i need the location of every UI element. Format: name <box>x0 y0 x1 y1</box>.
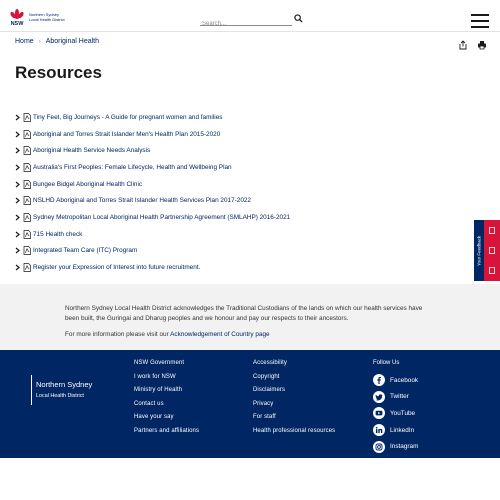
resource-link[interactable]: 715 Health check <box>33 230 83 238</box>
social-link[interactable]: LinkedIn <box>390 426 415 434</box>
breadcrumb <box>15 38 99 45</box>
facebook-icon[interactable] <box>373 374 385 386</box>
resource-item <box>14 259 344 276</box>
search-icon[interactable] <box>294 14 303 23</box>
feedback-neutral-icon[interactable] <box>489 247 495 254</box>
pdf-file-icon <box>23 113 31 122</box>
resource-item <box>14 209 344 226</box>
twitter-icon[interactable] <box>373 391 385 403</box>
chevron-right-icon[interactable] <box>14 147 21 154</box>
breadcrumb-separator-icon: › <box>38 38 41 45</box>
social-item <box>373 422 418 439</box>
pdf-file-icon <box>23 213 31 222</box>
pdf-file-icon <box>23 163 31 172</box>
resource-link[interactable]: Sydney Metropolitan Local Aboriginal Health Partnership Agreement (SMLAHP) 2016-2021 <box>33 213 291 221</box>
hamburger-menu-icon[interactable] <box>471 14 489 28</box>
footer-links-column-2 <box>253 360 335 442</box>
pdf-file-icon <box>23 146 31 155</box>
youtube-icon[interactable] <box>373 407 385 419</box>
logo-line-2: Local Health District <box>29 17 65 22</box>
chevron-right-icon[interactable] <box>14 247 21 254</box>
footer-brand-line-1: Northern Sydney <box>36 380 93 389</box>
resource-link[interactable]: Register your Expression of Interest into future recruitment. <box>33 264 201 272</box>
breadcrumb-home-link[interactable]: Home <box>15 38 34 45</box>
feedback-happy-icon[interactable] <box>489 227 495 234</box>
chevron-right-icon[interactable] <box>14 264 21 271</box>
footer-link[interactable]: Contact us <box>134 400 164 407</box>
pdf-file-icon <box>23 196 31 205</box>
feedback-label[interactable]: Your Feedback <box>474 220 484 281</box>
chevron-right-icon[interactable] <box>14 131 21 138</box>
footer-link[interactable]: Partners and affiliations <box>134 427 200 434</box>
resource-link[interactable]: Integrated Team Care (ITC) Program <box>33 247 138 255</box>
footer-link[interactable]: Ministry of Health <box>134 387 183 394</box>
pdf-file-icon <box>23 246 31 255</box>
footer-link[interactable]: Health professional resources <box>253 427 336 434</box>
chevron-right-icon[interactable] <box>14 214 21 221</box>
linkedin-icon[interactable] <box>373 424 385 436</box>
svg-text:NSW: NSW <box>10 21 24 26</box>
feedback-tab[interactable] <box>474 220 500 281</box>
resource-item <box>14 159 344 176</box>
feedback-buttons <box>484 220 500 281</box>
resource-item <box>14 142 344 159</box>
pdf-file-icon <box>23 130 31 139</box>
social-link[interactable]: Instagram <box>390 443 419 451</box>
resource-item <box>14 126 344 143</box>
feedback-sad-icon[interactable] <box>489 267 495 274</box>
follow-us-title: Follow Us <box>373 360 400 366</box>
pdf-file-icon <box>23 180 31 189</box>
chevron-right-icon[interactable] <box>14 181 21 188</box>
footer-link[interactable]: Copyright <box>253 373 280 380</box>
resource-list <box>14 109 344 276</box>
resource-item <box>14 192 344 209</box>
acknowledgement-more-prefix: For more information please visit our <box>65 331 171 338</box>
resource-item <box>14 226 344 243</box>
social-links <box>373 372 418 455</box>
pdf-file-icon <box>23 263 31 272</box>
search-box <box>200 12 292 26</box>
footer-follow-us <box>373 360 418 455</box>
breadcrumb-current-link[interactable]: Aboriginal Health <box>45 38 99 45</box>
chevron-right-icon[interactable] <box>14 164 21 171</box>
resource-link[interactable]: Bungee Bidgel Aboriginal Health Clinic <box>33 180 143 188</box>
resource-link[interactable]: Australia's First Peoples: Female Lifecycle, Health and Wellbeing Plan <box>33 163 232 171</box>
resource-link[interactable]: Tiny Feet, Big Journeys - A Guide for pregnant women and families <box>33 113 223 121</box>
instagram-icon[interactable] <box>373 441 385 453</box>
footer-brand-line-2: Local Health District <box>36 393 84 399</box>
footer-link[interactable]: Disclaimers <box>253 387 286 394</box>
footer-link[interactable]: Privacy <box>253 400 274 407</box>
resource-link[interactable]: NSLHD Aboriginal and Torres Strait Islander Health Services Plan 2017-2022 <box>33 197 251 205</box>
resource-item <box>14 243 344 260</box>
social-item <box>373 438 418 455</box>
acknowledgement-link[interactable]: Acknowledgement of Country page <box>170 331 270 338</box>
social-link[interactable]: Facebook <box>390 376 419 384</box>
resource-link[interactable]: Aboriginal Health Service Needs Analysis <box>33 147 151 155</box>
chevron-right-icon[interactable] <box>14 231 21 238</box>
acknowledgement-section <box>0 284 500 350</box>
logo-line-1: Northern Sydney <box>29 12 60 17</box>
social-item <box>373 405 418 422</box>
page-title: Resources <box>15 63 102 82</box>
search-input[interactable] <box>200 18 292 31</box>
footer-links-column-1 <box>134 360 199 442</box>
acknowledgement-more <box>65 331 270 338</box>
print-icon[interactable] <box>477 40 487 50</box>
footer-link[interactable]: Accessibility <box>253 360 287 366</box>
site-footer <box>0 350 500 458</box>
social-item <box>373 389 418 406</box>
social-item <box>373 372 418 389</box>
resource-link[interactable]: Aboriginal and Torres Strait Islander Men's Health Plan 2015-2020 <box>33 130 221 138</box>
site-header <box>0 0 500 32</box>
acknowledgement-text: Northern Sydney Local Health District acknowledges the Traditional Custodians of the lands on which our health services have been built, the Guringai and Dharug peoples and we honour and pay our respects to their ancestors. <box>65 305 423 322</box>
resource-item <box>14 176 344 193</box>
footer-brand <box>31 375 92 405</box>
chevron-right-icon[interactable] <box>14 197 21 204</box>
pdf-file-icon <box>23 230 31 239</box>
social-link[interactable]: YouTube <box>390 409 416 417</box>
social-link[interactable]: Twitter <box>390 393 409 401</box>
nsw-logo[interactable] <box>8 8 68 26</box>
chevron-right-icon[interactable] <box>14 114 21 121</box>
footer-link[interactable]: For staff <box>253 414 276 421</box>
footer-link[interactable]: Have your say <box>134 414 174 421</box>
waratah-logo-icon <box>8 8 26 26</box>
footer-link[interactable]: NSW Government <box>134 360 185 366</box>
share-icon[interactable] <box>458 40 468 50</box>
resource-item <box>14 109 344 126</box>
footer-link[interactable]: I work for NSW <box>134 373 176 380</box>
